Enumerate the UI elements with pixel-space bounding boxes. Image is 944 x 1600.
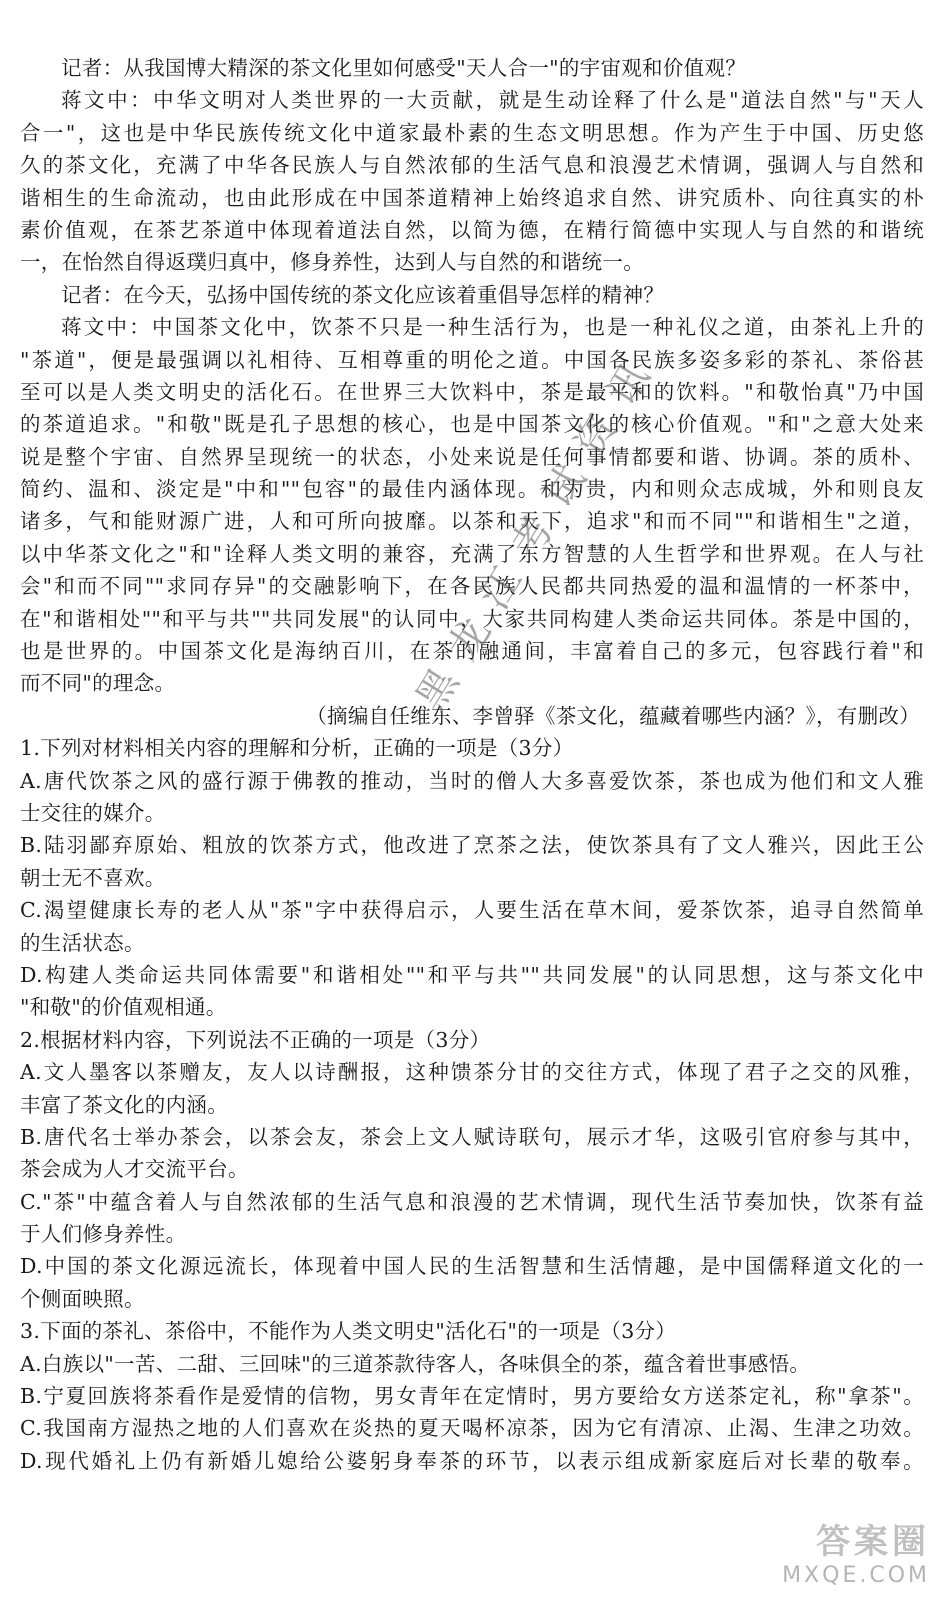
question-3 (20, 1315, 924, 1477)
option-b-cont: 茶会成为人才交流平台。 (20, 1157, 249, 1182)
question-stem: 2.根据材料内容，下列说法不正确的一项是（3分） (20, 1027, 491, 1052)
watermark-text: 黑龙江考试资讯 (407, 338, 670, 720)
option-b: B.宁夏回族将茶看作是爱情的信物，男女青年在定情时，男方要给女方送茶定礼，称"拿茶"。 (20, 1384, 924, 1409)
passage-line: 诸多，气和能财源广进，人和可所向披靡。以茶和天下，追求"和而不同""和谐相生"之道， (20, 509, 924, 534)
option-a: A.唐代饮茶之风的盛行源于佛教的推动，当时的僧人大多喜爱饮茶，茶也成为他们和文人雅 (20, 768, 924, 793)
question-2 (20, 1024, 924, 1316)
passage-line: 一，在怡然自得返璞归真中，修身养性，达到人与自然的和谐统一。 (20, 250, 644, 275)
passage-line: 在"和谐相处""和平与共""共同发展"的认同中，大家共同构建人类命运共同体。茶是中国的， (20, 606, 924, 631)
option-b: B.唐代名士举办茶会，以茶会友，茶会上文人赋诗联句，展示才华，这吸引官府参与其中， (20, 1124, 924, 1149)
passage-line: 以中华茶文化之"和"诠释人类文明的兼容，充满了东方智慧的人生哲学和世界观。在人与社 (20, 541, 924, 566)
question-1 (20, 732, 924, 1024)
passage-line: 谐相生的生命流动，也由此形成在中国茶道精神上始终追求自然、讲究质朴、向往真实的朴 (20, 185, 924, 210)
logo-url: MXQE.COM (782, 1563, 930, 1588)
passage (20, 52, 924, 700)
option-b-cont: 朝士无不喜欢。 (20, 865, 166, 890)
passage-line: "茶道"，便是最强调以礼相待、互相尊重的明伦之道。中国各民族多姿多彩的茶礼、茶俗甚 (20, 347, 924, 372)
option-a-cont: 丰富了茶文化的内涵。 (20, 1092, 228, 1117)
option-c-cont: 于人们修身养性。 (20, 1222, 187, 1247)
option-d: D.现代婚礼上仍有新婚儿媳给公婆躬身奉茶的环节，以表示组成新家庭后对长辈的敬奉。 (20, 1448, 924, 1473)
option-c: C.我国南方湿热之地的人们喜欢在炎热的夏天喝杯凉茶，因为它有清凉、止渴、生津之功效。 (20, 1416, 924, 1441)
passage-line: 记者：在今天，弘扬中国传统的茶文化应该着重倡导怎样的精神？ (61, 282, 665, 307)
option-d-cont: "和敬"的价值观相通。 (20, 995, 227, 1020)
site-logo (730, 1514, 930, 1592)
passage-line: 蒋文中：中国茶文化中，饮茶不只是一种生活行为，也是一种礼仪之道，由茶礼上升的 (61, 315, 924, 340)
option-c: C.渴望健康长寿的老人从"茶"字中获得启示，人要生活在草木间，爱茶饮茶，追寻自然简单 (20, 898, 924, 923)
option-d-cont: 个侧面映照。 (20, 1286, 145, 1311)
option-b: B.陆羽鄙弃原始、粗放的饮茶方式，他改进了烹茶之法，使饮茶具有了文人雅兴，因此王公 (20, 833, 924, 858)
source-citation: （摘编自任维东、李曾驿《茶文化，蕴藏着哪些内涵？》，有删改） (306, 703, 920, 728)
passage-line: 的茶道追求。"和敬"既是孔子思想的核心，也是中国茶文化的核心价值观。"和"之意大处来 (20, 412, 924, 437)
passage-line: 素价值观，在茶艺茶道中体现着道法自然，以简为德，在精行简德中实现人与自然的和谐统 (20, 217, 924, 242)
passage-line: 久的茶文化，充满了中华各民族人与自然浓郁的生活气息和浪漫艺术情调，强调人与自然和 (20, 153, 924, 178)
question-stem: 3.下面的茶礼、茶俗中，不能作为人类文明史"活化石"的一项是（3分） (20, 1319, 677, 1344)
passage-line: 说是整个宇宙、自然界呈现统一的状态，小处来说是任何事情都要和谐、协调。茶的质朴、 (20, 444, 924, 469)
option-d: D.构建人类命运共同体需要"和谐相处""和平与共""共同发展"的认同思想，这与茶文化中 (20, 962, 924, 987)
passage-line: 蒋文中：中华文明对人类世界的一大贡献，就是生动诠释了什么是"道法自然"与"天人 (61, 88, 924, 113)
option-a: A.文人墨客以茶赠友，友人以诗酬报，这种馈茶分甘的交往方式，体现了君子之交的风雅， (20, 1060, 924, 1085)
option-c: C."茶"中蕴含着人与自然浓郁的生活气息和浪漫的艺术情调，现代生活节奏加快，饮茶有益 (20, 1189, 924, 1214)
passage-line: 而不同"的理念。 (20, 671, 176, 696)
option-a: A.白族以"一苦、二甜、三回味"的三道茶款待客人，各味俱全的茶，蕴含着世事感悟。 (20, 1351, 811, 1376)
passage-line: 至可以是人类文明史的活化石。在世界三大饮料中，茶是最平和的饮料。"和敬怡真"乃中国 (20, 379, 924, 404)
passage-line: 简约、温和、淡定是"中和""包容"的最佳内涵体现。和为贵，内和则众志成城，外和则良友 (20, 477, 924, 502)
option-c-cont: 的生活状态。 (20, 930, 145, 955)
logo-title: 答案圈 (816, 1522, 930, 1562)
question-stem: 1.下列对材料相关内容的理解和分析，正确的一项是（3分） (20, 736, 574, 761)
passage-line: 合一"，这也是中华民族传统文化中道家最朴素的生态文明思想。作为产生于中国、历史悠 (20, 120, 924, 145)
passage-line: 记者：从我国博大精深的茶文化里如何感受"天人合一"的宇宙观和价值观？ (61, 56, 747, 80)
document-page (20, 52, 924, 1477)
option-d: D.中国的茶文化源远流长，体现着中国人民的生活智慧和生活情趣，是中国儒释道文化的一 (20, 1254, 924, 1279)
passage-line: 也是世界的。中国茶文化是海纳百川，在茶的融通间，丰富着自己的多元，包容践行着"和 (20, 639, 924, 664)
passage-line: 会"和而不同""求同存异"的交融影响下，在各民族人民都共同热爱的温和温情的一杯茶中， (20, 574, 924, 599)
option-a-cont: 士交往的媒介。 (20, 800, 166, 825)
